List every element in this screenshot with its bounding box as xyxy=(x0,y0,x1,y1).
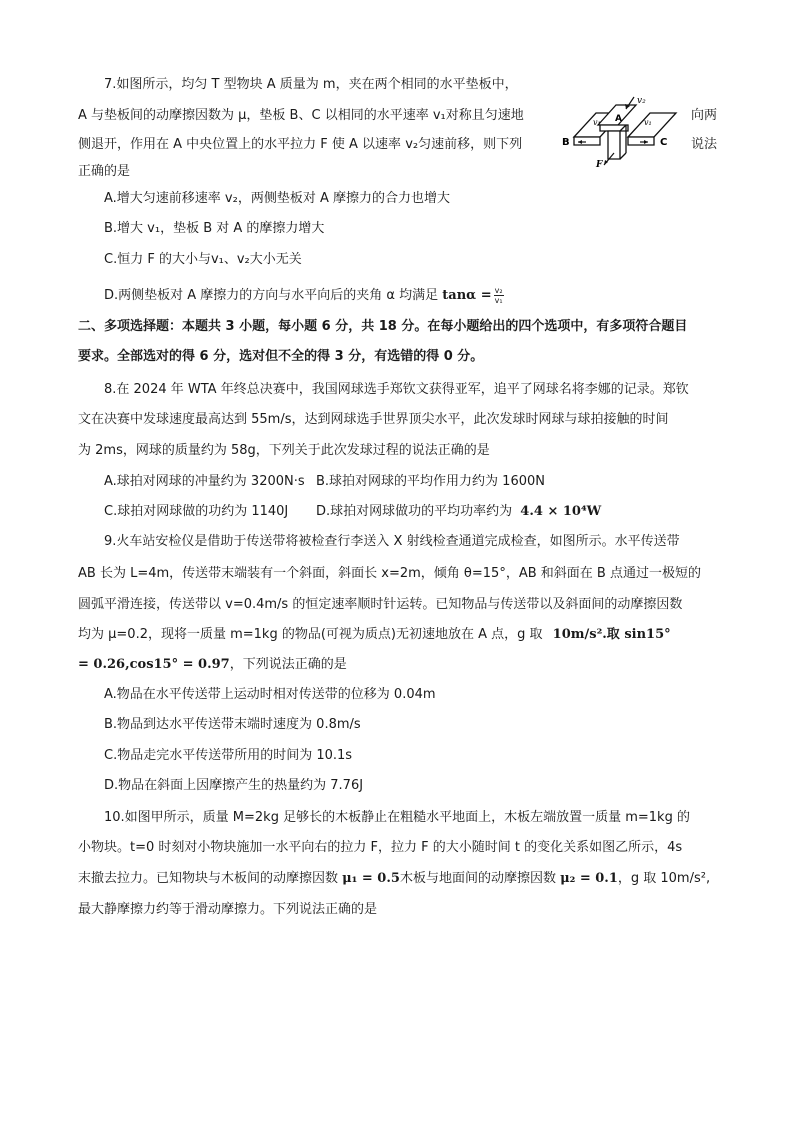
q9-stem-line2: AB 长为 L=4m，传送带末端装有一个斜面，斜面长 x=2m，倾角 θ=15°，AB 和斜面在 B 点通过一极短的 xyxy=(78,566,701,581)
q7-option-c: C.恒力 F 的大小与v₁、v₂大小无关 xyxy=(104,252,302,267)
q8-stem-line1: 8.在 2024 年 WTA 年终总决赛中，我国网球选手郑钦文获得亚军，追平了网球名将李娜的记录。郑钦 xyxy=(104,382,689,397)
q9-option-d: D.物品在斜面上因摩擦产生的热量约为 7.76J xyxy=(104,778,364,793)
q9-stem-line5-text: ，下列说法正确的是 xyxy=(229,657,347,672)
fig-label-v1-left: v₁ xyxy=(593,118,601,127)
section2-heading-line2: 要求。全部选对的得 6 分，选对但不全的得 3 分，有选错的得 0 分。 xyxy=(78,349,484,364)
t-block-diagram xyxy=(560,95,685,175)
fig-label-f: F xyxy=(596,160,603,170)
q7-stem-line3-tail: 说法 xyxy=(691,137,718,152)
q9-stem-line4-text: 均为 μ=0.2，现将一质量 m=1kg 的物品(可视为质点)无初速地放在 A 点，g 取 xyxy=(78,627,543,642)
section2-heading-line1: 二、多项选择题：本题共 3 小题，每小题 6 分，共 18 分。在每小题给出的四个选项中，有多项符合题目 xyxy=(78,319,688,334)
fig-label-a: A xyxy=(615,114,622,124)
q9-stem-line1: 9.火车站安检仪是借助于传送带将被检查行李送入 X 射线检查通道完成检查，如图所示。水平传送带 xyxy=(104,534,680,549)
q9-option-c: C.物品走完水平传送带所用的时间为 10.1s xyxy=(104,748,353,763)
q7-option-d-formula: tanα = xyxy=(442,288,492,303)
q9-stem-line5-formula: = 0.26,cos15° = 0.97 xyxy=(78,657,230,672)
fraction-numerator: v₂ xyxy=(494,286,503,295)
fig-label-b: B xyxy=(562,137,570,148)
q8-option-d-formula: 4.4 × 10⁴W xyxy=(520,504,602,519)
q10-stem-line3-text: 末撤去拉力。已知物块与木板间的动摩擦因数 xyxy=(78,871,339,886)
q8-option-d xyxy=(316,503,601,521)
q7-option-d-text: D.两侧垫板对 A 摩擦力的方向与水平向后的夹角 α 均满足 xyxy=(104,288,439,303)
q8-option-a: A.球拍对网球的冲量约为 3200N·s xyxy=(104,474,305,489)
q7-stem-line2: A 与垫板间的动摩擦因数为 μ，垫板 B、C 以相同的水平速率 v₁对称且匀速地 xyxy=(78,108,524,123)
fig-label-v2: v₂ xyxy=(637,96,646,106)
q9-option-a: A.物品在水平传送带上运动时相对传送带的位移为 0.04m xyxy=(104,687,436,702)
q7-stem-line3: 侧退开，作用在 A 中央位置上的水平拉力 F 使 A 以速率 v₂匀速前移，则下列 xyxy=(78,137,523,152)
q10-stem-line2: 小物块。t=0 时刻对小物块施加一水平向右的拉力 F，拉力 F 的大小随时间 t 的变化关系如图乙所示，4s xyxy=(78,840,683,855)
q7-option-d-fraction xyxy=(494,286,504,305)
q7-option-d xyxy=(104,286,504,305)
q8-stem-line2: 文在决赛中发球速度最高达到 55m/s，达到网球选手世界顶尖水平，此次发球时网球与球拍接触的时间 xyxy=(78,412,669,427)
fig-label-v1-right: v₁ xyxy=(644,118,652,127)
q7-option-b: B.增大 v₁，垫板 B 对 A 的摩擦力增大 xyxy=(104,221,325,236)
fraction-denominator: v₁ xyxy=(494,296,503,305)
q8-option-d-text: D.球拍对网球做功的平均功率约为 xyxy=(316,504,513,519)
fig-label-c: C xyxy=(660,137,668,148)
q10-stem-line3-end: ，g 取 10m/s², xyxy=(617,871,711,886)
q7-stem-line4: 正确的是 xyxy=(78,164,131,179)
q7-figure xyxy=(560,95,685,175)
q10-mu1-formula: μ₁ = 0.5 xyxy=(342,871,400,886)
q10-stem-line4: 最大静摩擦力约等于滑动摩擦力。下列说法正确的是 xyxy=(78,902,378,917)
q7-option-a: A.增大匀速前移速率 v₂，两侧垫板对 A 摩擦力的合力也增大 xyxy=(104,191,450,206)
q7-stem-line2-tail: 向两 xyxy=(691,108,718,123)
q9-stem-line5 xyxy=(78,656,347,674)
q10-stem-line3 xyxy=(78,870,710,888)
q10-stem-line3-mid: 木板与地面间的动摩擦因数 xyxy=(399,871,556,886)
q10-mu2-formula: μ₂ = 0.1 xyxy=(560,871,618,886)
q8-stem-line3: 为 2ms，网球的质量约为 58g，下列关于此次发球过程的说法正确的是 xyxy=(78,443,490,458)
q7-stem-line1: 7.如图所示，均匀 T 型物块 A 质量为 m，夹在两个相同的水平垫板中， xyxy=(104,77,518,92)
q9-stem-line3: 圆弧平滑连接，传送带以 v=0.4m/s 的恒定速率顺时针运转。已知物品与传送带以及斜面间的动摩擦因数 xyxy=(78,597,683,612)
q10-stem-line1: 10.如图甲所示，质量 M=2kg 足够长的木板静止在粗糙水平地面上，木板左端放置一质量 m=1kg 的 xyxy=(104,810,690,825)
q9-stem-line4-formula: 10m/s².取 sin15° xyxy=(552,627,671,642)
q8-option-c: C.球拍对网球做的功约为 1140J xyxy=(104,504,289,519)
q9-option-b: B.物品到达水平传送带末端时速度为 0.8m/s xyxy=(104,717,361,732)
q9-stem-line4 xyxy=(78,626,671,644)
q8-option-b: B.球拍对网球的平均作用力约为 1600N xyxy=(316,474,545,489)
